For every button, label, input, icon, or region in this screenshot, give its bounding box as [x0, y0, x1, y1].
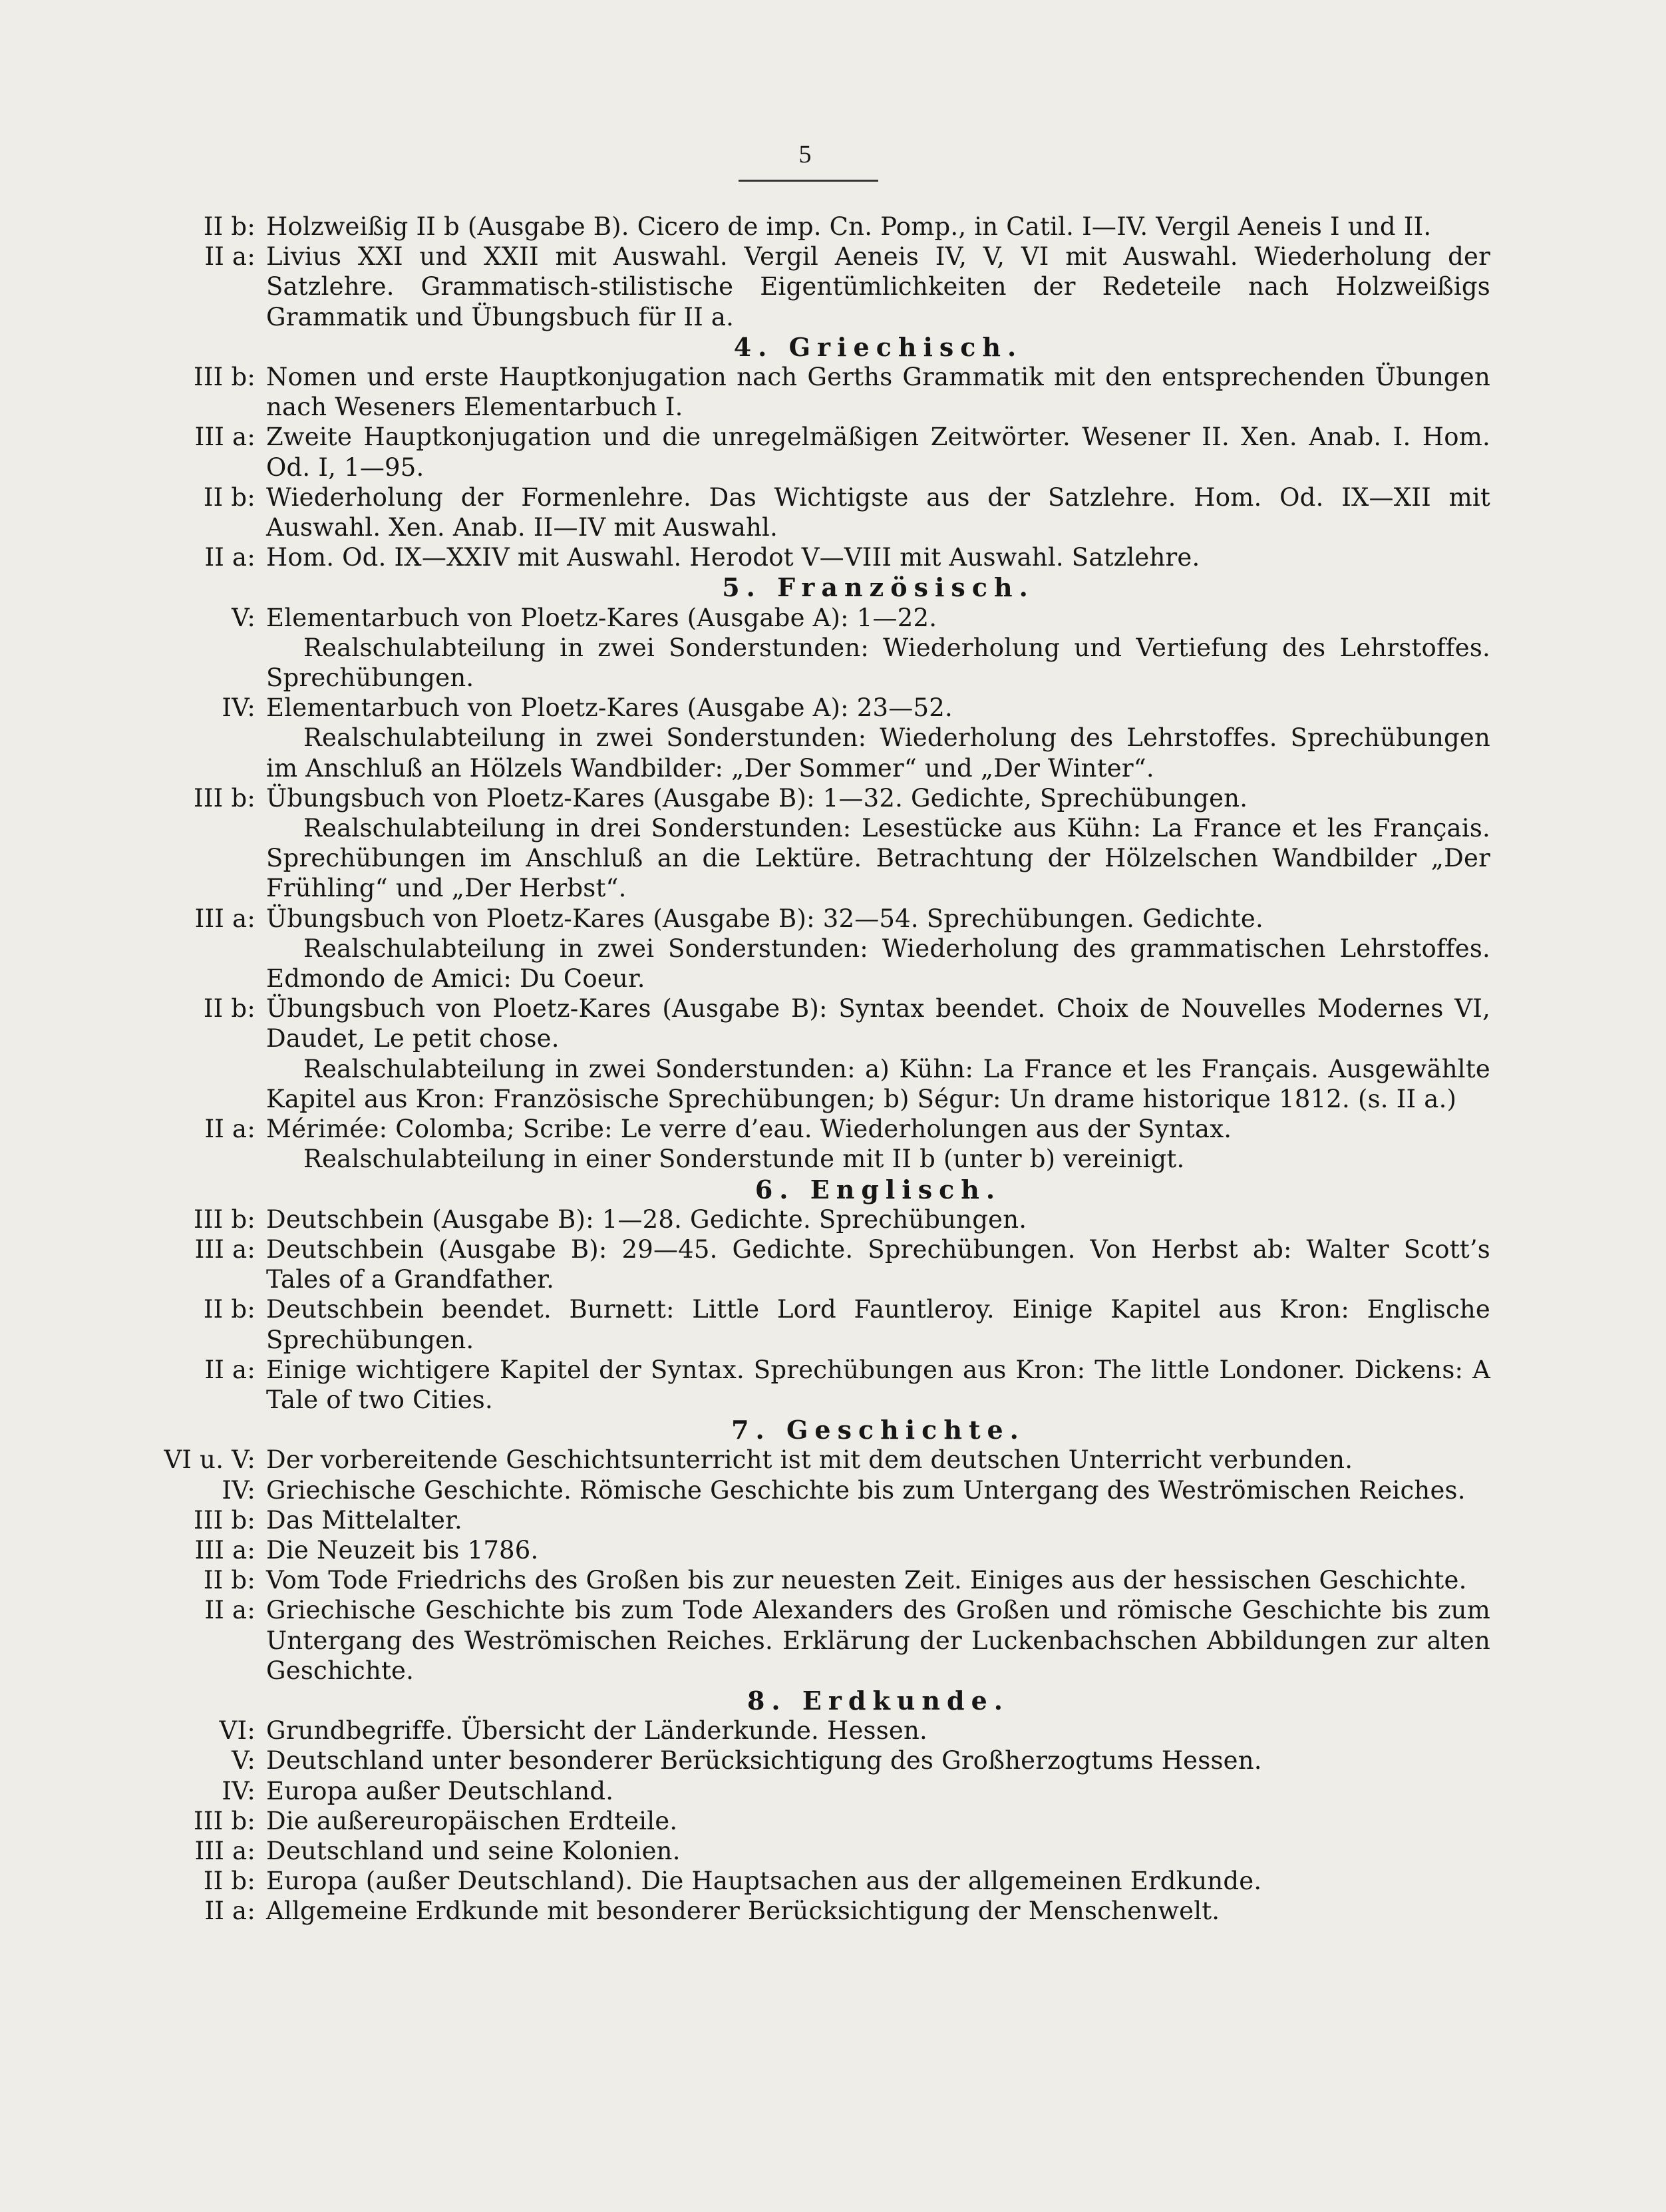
curriculum-entry [106, 1896, 1490, 1926]
curriculum-entry [106, 1866, 1490, 1896]
curriculum-entry [106, 603, 1490, 633]
class-label: III b: [194, 1204, 255, 1234]
class-label: II a: [204, 1355, 255, 1384]
entry-text: Livius XXI und XXII mit Auswahl. Vergil Aeneis IV, V, VI mit Auswahl. Wiederholung der Satzlehre. Grammatisch-stilistische Eigentümlichkeiten der Redeteile nach Holzweißigs Grammatik und Übungsbuch für II a. [266, 242, 1490, 331]
curriculum-entry [106, 1716, 1490, 1746]
curriculum-entry [106, 1535, 1490, 1565]
class-label: III a: [194, 1535, 255, 1565]
curriculum-entry [106, 1806, 1490, 1836]
entry-text: Deutschland unter besonderer Berücksichtigung des Großherzogtums Hessen. [266, 1746, 1262, 1775]
class-label: III a: [194, 904, 255, 933]
entry-text: Realschulabteilung in zwei Sonderstunden: Wiederholung des Lehrstoffes. Sprechübungen im Anschluß an Hölzels Wandbilder: „Der Sommer“ und „Der Winter“. [266, 723, 1490, 783]
curriculum-entry [106, 1054, 1490, 1114]
curriculum-entry [106, 1746, 1490, 1775]
class-label: IV: [222, 1475, 255, 1505]
curriculum-entry [106, 1234, 1490, 1294]
entry-text: Griechische Geschichte bis zum Tode Alexanders des Großen und römische Geschichte bis zum Untergang des Weströmischen Reiches. Erklärung der Luckenbachschen Abbildungen zur alten Geschichte. [266, 1596, 1490, 1685]
class-label: II b: [203, 1867, 255, 1896]
entry-text: Europa außer Deutschland. [266, 1776, 614, 1805]
class-label: V: [232, 1746, 255, 1775]
class-label: IV: [222, 693, 255, 723]
curriculum-entry [106, 1505, 1490, 1535]
entry-text: Allgemeine Erdkunde mit besonderer Berücksichtigung der Menschenwelt. [266, 1897, 1220, 1926]
curriculum-entry [106, 1836, 1490, 1866]
curriculum-entry [106, 723, 1490, 783]
curriculum-entry [106, 212, 1490, 242]
curriculum-entry [106, 693, 1490, 723]
class-label: III b: [194, 363, 255, 392]
curriculum-entry [106, 783, 1490, 813]
class-label: II b: [203, 994, 255, 1023]
class-label: III a: [194, 1836, 255, 1865]
entry-text: Elementarbuch von Ploetz-Kares (Ausgabe A): 23—52. [266, 693, 953, 723]
class-label: II b: [203, 212, 255, 241]
entry-text: Das Mittelalter. [266, 1505, 462, 1535]
entry-text: Elementarbuch von Ploetz-Kares (Ausgabe A): 1—22. [266, 603, 937, 632]
curriculum-entry [106, 242, 1490, 332]
curriculum-entry [106, 904, 1490, 934]
section-heading: 6. Englisch. [754, 1174, 1002, 1204]
class-label [106, 934, 266, 994]
class-label: II a: [204, 1596, 255, 1625]
curriculum-entry [106, 1475, 1490, 1505]
entry-text: Die Neuzeit bis 1786. [266, 1535, 539, 1565]
class-label: IV: [222, 1776, 255, 1805]
entry-text: Deutschbein (Ausgabe B): 1—28. Gedichte. Sprechübungen. [266, 1204, 1027, 1234]
entry-text: Griechische Geschichte. Römische Geschichte bis zum Untergang des Weströmischen Reiches. [266, 1475, 1466, 1505]
curriculum-entry [106, 1595, 1490, 1686]
entry-text: Wiederholung der Formenlehre. Das Wichtigste aus der Satzlehre. Hom. Od. IX—XII mit Auswahl. Xen. Anab. II—IV mit Auswahl. [266, 482, 1490, 542]
class-label [106, 723, 266, 783]
curriculum-entry [106, 482, 1490, 542]
entry-text: Realschulabteilung in zwei Sonderstunden: Wiederholung und Vertiefung des Lehrstoffes. Sprechübungen. [266, 633, 1490, 693]
entry-text: Vom Tode Friedrichs des Großen bis zur neuesten Zeit. Einiges aus der hessischen Geschichte. [266, 1566, 1467, 1595]
class-label: II a: [204, 1115, 255, 1144]
curriculum-entry [106, 1144, 1490, 1174]
page-number: 5 [798, 140, 812, 168]
class-label: III b: [194, 783, 255, 813]
class-label: II b: [203, 1566, 255, 1595]
entry-text: Hom. Od. IX—XXIV mit Auswahl. Herodot V—VIII mit Auswahl. Satzlehre. [266, 543, 1200, 572]
curriculum-entry [106, 934, 1490, 994]
class-label: II a: [204, 543, 255, 572]
section-heading: 5. Französisch. [722, 572, 1035, 603]
curriculum-entry [106, 813, 1490, 904]
entry-text: Mérimée: Colomba; Scribe: Le verre d’eau. Wiederholungen aus der Syntax. [266, 1115, 1232, 1144]
curriculum-entry [106, 633, 1490, 693]
class-label: II a: [204, 242, 255, 272]
entry-text: Nomen und erste Hauptkonjugation nach Gerths Grammatik mit den entsprechenden Übungen nach Weseners Elementarbuch I. [266, 363, 1490, 422]
class-label: VI: [219, 1716, 255, 1746]
class-label [106, 1144, 266, 1174]
entry-text: Deutschbein beendet. Burnett: Little Lord Fauntleroy. Einige Kapitel aus Kron: Englische Sprechübungen. [266, 1295, 1490, 1354]
curriculum-entry [106, 1204, 1490, 1234]
entry-text: Holzweißig II b (Ausgabe B). Cicero de imp. Cn. Pomp., in Catil. I—IV. Vergil Aeneis I und II. [266, 212, 1432, 241]
class-label: III a: [194, 423, 255, 452]
class-label: V: [232, 603, 255, 632]
section-heading: 8. Erdkunde. [747, 1685, 1009, 1716]
entry-text: Realschulabteilung in einer Sonderstunde mit II b (unter b) vereinigt. [303, 1145, 1185, 1174]
entry-text: Übungsbuch von Ploetz-Kares (Ausgabe B): 1—32. Gedichte, Sprechübungen. [266, 783, 1248, 813]
curriculum-entry [106, 994, 1490, 1053]
entry-text: Übungsbuch von Ploetz-Kares (Ausgabe B): Syntax beendet. Choix de Nouvelles Modernes VI, Daudet, Le petit chose. [266, 994, 1490, 1053]
entry-text: Grundbegriffe. Übersicht der Länderkunde. Hessen. [266, 1716, 928, 1746]
curriculum-entry [106, 362, 1490, 422]
entry-text: Deutschland und seine Kolonien. [266, 1836, 681, 1865]
curriculum-entry [106, 422, 1490, 482]
page-number-rule [739, 180, 878, 182]
curriculum-entry [106, 1776, 1490, 1806]
class-label [106, 813, 266, 904]
class-label: II b: [203, 482, 255, 512]
entry-text: Realschulabteilung in zwei Sonderstunden: Wiederholung des grammatischen Lehrstoffes. Edmondo de Amici: Du Coeur. [266, 934, 1490, 994]
class-label [106, 633, 266, 693]
entry-text: Einige wichtigere Kapitel der Syntax. Sprechübungen aus Kron: The little Londoner. Dickens: A Tale of two Cities. [266, 1355, 1490, 1414]
class-label: III b: [194, 1806, 255, 1835]
page-content [106, 212, 1490, 1927]
class-label: III b: [194, 1505, 255, 1535]
entry-text: Deutschbein (Ausgabe B): 29—45. Gedichte. Sprechübungen. Von Herbst ab: Walter Scott’s Tales of a Grandfather. [266, 1234, 1490, 1294]
section-heading: 4. Griechisch. [733, 331, 1023, 362]
curriculum-entry [106, 1294, 1490, 1354]
entry-text: Die außereuropäischen Erdteile. [266, 1806, 678, 1835]
curriculum-entry [106, 542, 1490, 572]
class-label: II a: [204, 1897, 255, 1926]
entry-text: Europa (außer Deutschland). Die Hauptsachen aus der allgemeinen Erdkunde. [266, 1867, 1262, 1896]
entry-text: Übungsbuch von Ploetz-Kares (Ausgabe B): 32—54. Sprechübungen. Gedichte. [266, 904, 1263, 933]
class-label: III a: [194, 1234, 255, 1264]
class-label: II b: [203, 1295, 255, 1324]
entry-text: Realschulabteilung in drei Sonderstunden: Lesestücke aus Kühn: La France et les Français. Sprechübungen im Anschluß an die Lektüre. Betrachtung der Hölzelschen Wandbilder „Der Frühling“ und „Der Herbst“. [266, 814, 1490, 903]
curriculum-entry [106, 1565, 1490, 1595]
curriculum-entry [106, 1355, 1490, 1415]
entry-text: Realschulabteilung in zwei Sonderstunden: a) Kühn: La France et les Français. Ausgewählte Kapitel aus Kron: Französische Sprechübungen; b) Ségur: Un drame historique 1812. (s. II a.) [266, 1054, 1490, 1113]
section-heading: 7. Geschichte. [731, 1415, 1025, 1445]
curriculum-entry [106, 1445, 1490, 1475]
class-label: VI u. V: [164, 1445, 255, 1475]
class-label [106, 1054, 266, 1114]
entry-text: Zweite Hauptkonjugation und die unregelmäßigen Zeitwörter. Wesener II. Xen. Anab. I. Hom. Od. I, 1—95. [266, 423, 1490, 482]
entry-text: Der vorbereitende Geschichtsunterricht ist mit dem deutschen Unterricht verbunden. [266, 1445, 1353, 1475]
curriculum-entry [106, 1114, 1490, 1144]
